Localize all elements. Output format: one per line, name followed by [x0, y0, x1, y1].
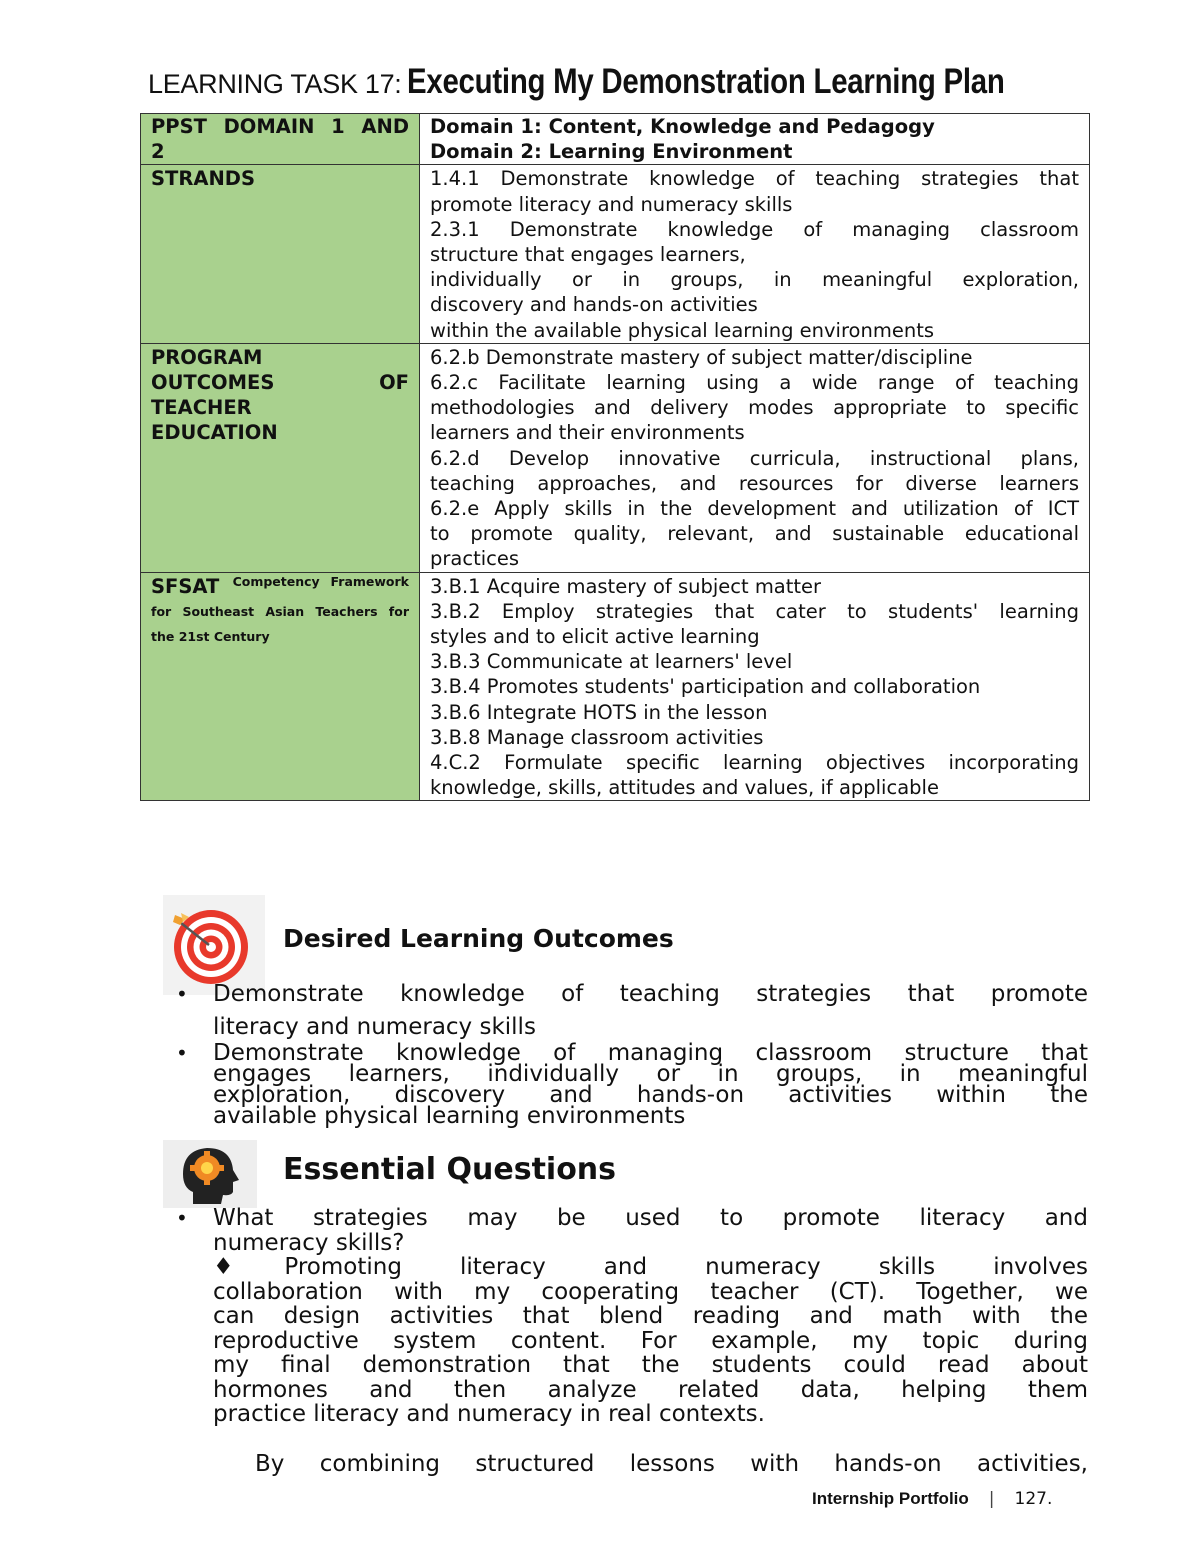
po-line: 6.2.d Develop innovative curricula, instructional plans,	[430, 446, 1079, 470]
strand-line: within the available physical learning environments	[430, 318, 935, 342]
table-row	[141, 165, 1090, 343]
footer-label: Internship Portfolio	[812, 1489, 969, 1508]
questions-heading: Essential Questions	[283, 1152, 617, 1187]
answer-text: ♦Promoting literacy and numeracy skills involves	[213, 1254, 1088, 1280]
sfsat-sub-2: for Southeast Asian Teachers for	[151, 603, 409, 619]
domain-2: Domain 2: Learning Environment	[430, 140, 793, 164]
po-label-2b: OF	[379, 371, 409, 395]
title-main: Executing My Demonstration Learning Plan	[406, 62, 1005, 101]
po-line: learners and their environments	[430, 421, 745, 445]
title-prefix: LEARNING TASK 17:	[148, 69, 402, 99]
strands-label-cell	[141, 165, 420, 343]
sfsat-sub-1: Competency Framework	[232, 573, 409, 589]
list-item	[170, 978, 1088, 1044]
strand-line: individually or in groups, in meaningful exploration,	[430, 268, 1079, 292]
list-item	[170, 1206, 1088, 1427]
outcome-text: literacy and numeracy skills	[213, 1014, 536, 1040]
strand-line: promote literacy and numeracy skills	[430, 192, 793, 216]
answer-text: reproductive system content. For example, my topic during	[213, 1327, 1088, 1354]
po-line: methodologies and delivery modes appropriate to specific	[430, 396, 1079, 420]
ppst-table	[140, 113, 1090, 801]
program-outcomes-label-cell	[141, 343, 420, 572]
table-row	[141, 572, 1090, 801]
ppst-label-cell	[141, 114, 420, 165]
answer-text: hormones and then analyze related data, helping them	[213, 1376, 1088, 1403]
sfsat-line: 3.B.3 Communicate at learners' level	[430, 650, 793, 674]
outcomes-heading: Desired Learning Outcomes	[283, 924, 674, 953]
po-line: 6.2.e Apply skills in the development and utilization of ICT	[430, 497, 1079, 521]
sfsat-line: styles and to elicit active learning	[430, 625, 760, 649]
sfsat-sub-3: the 21st Century	[151, 628, 270, 644]
strand-line: discovery and hands-on activities	[430, 293, 758, 317]
answer-text: can design activities that blend reading and math with the	[213, 1303, 1088, 1329]
outcome-text: available physical learning environments	[213, 1103, 686, 1129]
strand-line: 1.4.1 Demonstrate knowledge of teaching strategies that	[430, 167, 1079, 191]
strands-label: STRANDS	[151, 167, 256, 191]
po-line: teaching approaches, and resources for diverse learners	[430, 471, 1079, 495]
outcomes-list-item-2	[170, 1040, 1088, 1129]
sfsat-line: 3.B.8 Manage classroom activities	[430, 725, 764, 749]
outcome-text: Demonstrate knowledge of teaching strategies that promote	[213, 981, 1088, 1007]
sfsat-line: 4.C.2 Formulate specific learning objectives incorporating	[430, 751, 1079, 775]
list-item	[170, 1040, 1088, 1129]
sfsat-value-cell	[420, 572, 1090, 801]
bullet-icon: •	[176, 1206, 188, 1230]
questions-list	[170, 1206, 1088, 1427]
sfsat-line: 3.B.6 Integrate HOTS in the lesson	[430, 700, 768, 724]
sfsat-label-cell	[141, 572, 420, 801]
question-text: What strategies may be used to promote literacy and	[213, 1205, 1088, 1231]
outcome-text: Demonstrate knowledge of managing classroom structure that	[213, 1040, 1088, 1066]
bullet-icon: •	[176, 982, 188, 1006]
sfsat-line: knowledge, skills, attitudes and values, if applicable	[430, 776, 939, 800]
sfsat-label: SFSAT	[151, 574, 220, 598]
table-row	[141, 343, 1090, 572]
ppst-value-cell	[420, 114, 1090, 165]
page-footer	[812, 1489, 1052, 1509]
sfsat-line: 3.B.4 Promotes students' participation and collaboration	[430, 675, 981, 699]
po-label-2a: OUTCOMES	[151, 371, 275, 395]
ppst-label-2: 2	[151, 140, 165, 164]
po-line: to promote quality, relevant, and sustainable educational	[430, 522, 1079, 546]
outcomes-list-item-1	[170, 978, 1088, 1044]
sfsat-line: 3.B.2 Employ strategies that cater to students' learning	[430, 599, 1079, 623]
po-label-1: PROGRAM	[151, 345, 263, 369]
outcome-text: engages learners, individually or in groups, in meaningful	[213, 1061, 1088, 1087]
outcome-text: exploration, discovery and hands-on activities within the	[213, 1082, 1088, 1108]
answer-text: practice literacy and numeracy in real contexts.	[213, 1401, 765, 1427]
program-outcomes-value-cell	[420, 343, 1090, 572]
page-title	[148, 58, 1108, 112]
answer-text: my final demonstration that the students could read about	[213, 1352, 1088, 1378]
strand-line: 2.3.1 Demonstrate knowledge of managing classroom	[430, 217, 1079, 241]
po-line: 6.2.b Demonstrate mastery of subject matter/discipline	[430, 345, 973, 369]
question-text: numeracy skills?	[213, 1229, 405, 1256]
po-line: practices	[430, 547, 520, 571]
po-label-3: TEACHER	[151, 396, 252, 420]
page-number: 127.	[1014, 1489, 1053, 1509]
closing-paragraph: By combining structured lessons with hands-on activities,	[255, 1451, 1088, 1477]
domain-1: Domain 1: Content, Knowledge and Pedagogy	[430, 115, 935, 138]
head-gear-icon	[163, 1140, 257, 1208]
bullet-icon: •	[176, 1041, 188, 1065]
ppst-label: PPST DOMAIN 1 AND	[151, 115, 409, 138]
po-line: 6.2.c Facilitate learning using a wide range of teaching	[430, 371, 1079, 395]
sfsat-line: 3.B.1 Acquire mastery of subject matter	[430, 574, 822, 598]
table-row	[141, 114, 1090, 165]
po-label-4: EDUCATION	[151, 421, 278, 445]
strands-value-cell	[420, 165, 1090, 343]
footer-separator: |	[988, 1489, 995, 1509]
strand-line: structure that engages learners,	[430, 243, 746, 267]
answer-text: collaboration with my cooperating teacher (CT). Together, we	[213, 1278, 1088, 1305]
